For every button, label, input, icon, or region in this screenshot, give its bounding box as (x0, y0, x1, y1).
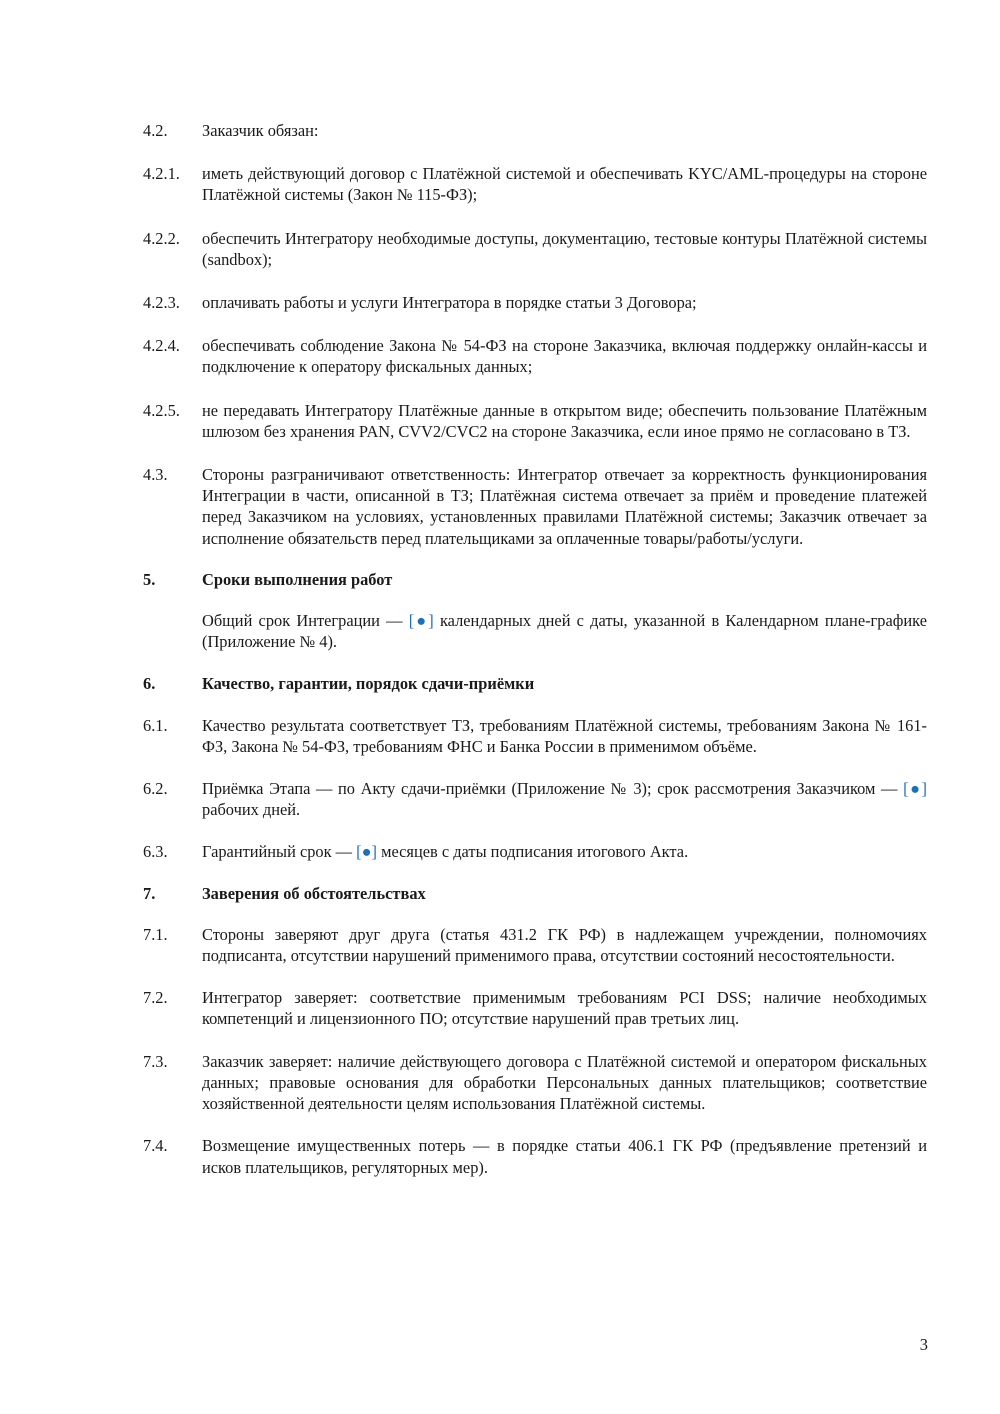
clause-number: 7.1. (143, 924, 168, 944)
clause-6-3 (143, 841, 927, 862)
clause-text (202, 610, 927, 652)
clause-text: обеспечивать соблюдение Закона № 54-ФЗ на стороне Заказчика, включая поддержку онлайн-кассы и подключение к оператору фискальных данных; (202, 336, 927, 377)
clause-text: не передавать Интегратору Платёжные данные в открытом виде; обеспечить пользование Платёжным шлюзом без хранения PAN, CVV2/CVC2 на стороне Заказчика, если иное прямо не согласовано в ТЗ. (202, 400, 927, 441)
section-number: 7. (143, 883, 156, 903)
clause-text: Стороны разграничивают ответственность: Интегратор отвечает за корректность функционирования Интеграции в части, описанной в ТЗ; Платёжная система отвечает за приём и проведение платежей перед Заказчиком на условиях, установленных правилами Платёжной системы; Заказчик отвечает за исполнение обязательств перед плательщиками за оплаченные товары/работы/услуги. (202, 465, 927, 548)
clause-text-end: рабочих дней. (202, 800, 301, 820)
clause-number: 4.2.3. (143, 293, 180, 313)
section-title: Заверения об обстоятельствах (202, 883, 426, 903)
clause-text (202, 778, 927, 820)
section-6-heading (143, 673, 927, 694)
clause-6-2 (143, 778, 927, 820)
section-number: 5. (143, 569, 156, 589)
clause-number: 6.1. (143, 715, 168, 735)
clause-text: Заказчик заверяет: наличие действующего договора с Платёжной системой и оператором фискальных данных; правовые основания для обработки Персональных данных плательщиков; соответствие хозяйственной деятельности целям использования Платёжной системы. (202, 1051, 927, 1114)
clause-number: 4.3. (143, 465, 168, 485)
placeholder-mark: [●] (356, 842, 377, 862)
section-title: Сроки выполнения работ (202, 569, 393, 589)
section-7-heading (143, 883, 927, 904)
clause-number: 4.2.4. (143, 336, 180, 356)
clause-text-start: Общий срок Интеграции — (202, 611, 409, 631)
clause-number: 4.2.5. (143, 400, 180, 420)
section-5-text (143, 610, 927, 652)
clause-4-2 (143, 120, 927, 141)
section-title: Качество, гарантии, порядок сдачи-приёмки (202, 674, 535, 694)
clause-text (202, 841, 927, 862)
clause-6-1 (143, 715, 927, 757)
clause-text: Возмещение имущественных потерь — в порядке статьи 406.1 ГК РФ (предъявление претензий и исков плательщиков, регуляторных мер). (202, 1136, 927, 1177)
clause-text-end: месяцев с даты подписания итогового Акта. (377, 842, 689, 862)
section-5-heading (143, 569, 927, 590)
clause-number: 4.2. (143, 121, 168, 140)
clause-number: 4.2.1. (143, 164, 180, 184)
clause-number: 7.2. (143, 988, 168, 1008)
clause-text-end: календарных дней с даты, указанной в Календарном плане-графике (Приложение № 4). (202, 611, 927, 652)
clause-4-2-3 (143, 292, 927, 313)
clause-text-start: Приёмка Этапа — по Акту сдачи-приёмки (Приложение № 3); срок рассмотрения Заказчиком — (202, 779, 904, 799)
clause-4-2-1 (143, 163, 927, 205)
clause-4-2-5 (143, 400, 927, 442)
clause-number: 6.3. (143, 842, 168, 862)
clause-number: 7.3. (143, 1051, 168, 1071)
clause-number: 4.2.2. (143, 228, 180, 248)
clause-number: 6.2. (143, 779, 168, 799)
clause-number: 7.4. (143, 1136, 168, 1156)
placeholder-mark: [●] (903, 779, 927, 799)
clause-7-3 (143, 1051, 927, 1115)
clause-4-2-2 (143, 228, 927, 270)
clause-text: Стороны заверяют друг друга (статья 431.2 ГК РФ) в надлежащем учреждении, полномочиях подписанта, отсутствии нарушений применимого права, отсутствии состояний несостоятельности. (202, 924, 927, 966)
clause-text: обеспечить Интегратору необходимые доступы, документацию, тестовые контуры Платёжной системы (sandbox); (202, 228, 927, 269)
clause-4-3 (143, 464, 927, 549)
clause-text: иметь действующий договор с Платёжной системой и обеспечивать KYC/AML-процедуры на стороне Платёжной системы (Закон № 115-ФЗ); (202, 164, 927, 205)
clause-7-2 (143, 987, 927, 1029)
clause-7-4 (143, 1135, 927, 1177)
section-number: 6. (143, 674, 156, 694)
placeholder-mark: [●] (408, 611, 434, 631)
clause-text: Заказчик обязан: (202, 121, 319, 140)
clause-text-start: Гарантийный срок — (202, 842, 357, 862)
clause-text: оплачивать работы и услуги Интегратора в порядке статьи 3 Договора; (202, 293, 697, 313)
page-number: 3 (919, 1335, 928, 1354)
clause-text: Интегратор заверяет: соответствие применимым требованиям PCI DSS; наличие необходимых компетенций и лицензионного ПО; отсутствие нарушений прав третьих лиц. (202, 988, 927, 1029)
clause-7-1 (143, 924, 927, 966)
clause-text: Качество результата соответствует ТЗ, требованиям Платёжной системы, требованиям Закона № 161-ФЗ, Закона № 54-ФЗ, требованиям ФНС и Банка России в применимом объёме. (202, 715, 927, 756)
document-body (143, 120, 927, 1178)
clause-4-2-4 (143, 335, 927, 377)
